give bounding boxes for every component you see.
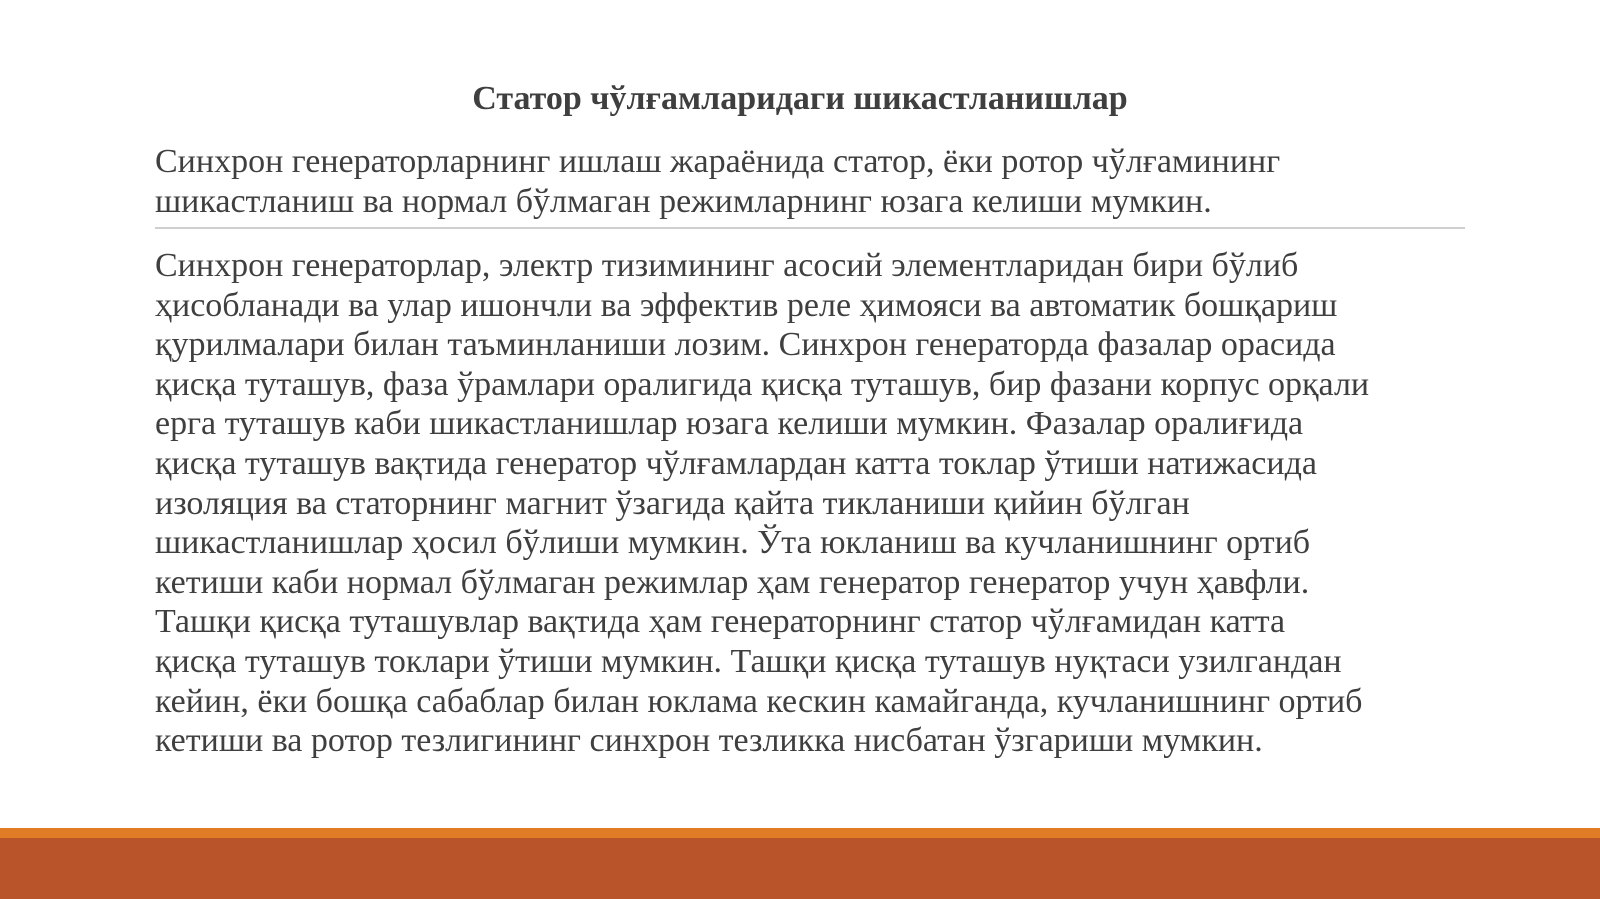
- body-line: қисқа туташув токлари ўтиши мумкин. Ташқи қисқа туташув нуқтаси узилгандан: [155, 642, 1342, 680]
- intro-line: шикастланиш ва нормал бўлмаган режимларнинг юзага келиши мумкин.: [155, 182, 1212, 220]
- body-line: Ташқи қисқа туташувлар вақтида ҳам генераторнинг статор чўлғамидан катта: [155, 603, 1286, 641]
- body-line: изоляция ва статорнинг магнит ўзагида қайта тикланиши қийин бўлган: [155, 484, 1190, 522]
- footer-band: [0, 838, 1600, 899]
- body-line: қурилмалари билан таъминланиши лозим. Синхрон генераторда фазалар орасида: [155, 326, 1336, 364]
- body-line: Синхрон генераторлар, электр тизимининг асосий элементларидан бири бўлиб: [155, 247, 1299, 284]
- body-line: қисқа туташув вақтида генератор чўлғамлардан катта токлар ўтиши натижасида: [155, 444, 1317, 482]
- body-line: қисқа туташув, фаза ўрамлари оралигида қисқа туташув, бир фазани корпус орқали: [155, 365, 1370, 403]
- body-paragraph: [155, 246, 1465, 761]
- body-line: кейин, ёки бошқа сабаблар билан юклама кескин камайганда, кучланишнинг ортиб: [155, 682, 1363, 720]
- body-line: ҳисобланади ва улар ишончли ва эффектив реле ҳимояси ва автоматик бошқариш: [155, 286, 1338, 324]
- intro-line: Синхрон генераторларнинг ишлаш жараёнида статор, ёки ротор чўлғамининг: [155, 143, 1281, 180]
- body-line: ерга туташув каби шикастланишлар юзага келиши мумкин. Фазалар оралиғида: [155, 405, 1304, 443]
- slide-title: Статор чўлғамларидаги шикастланишлар: [472, 80, 1128, 117]
- footer-accent-line: [0, 828, 1600, 838]
- body-line: кетиши каби нормал бўлмаган режимлар ҳам генератор генератор учун ҳавфли.: [155, 563, 1310, 601]
- body-line: кетиши ва ротор тезлигининг синхрон тезликка нисбатан ўзгариши мумкин.: [155, 722, 1263, 760]
- section-divider: [155, 227, 1465, 229]
- intro-paragraph: [155, 142, 1465, 221]
- body-line: шикастланишлар ҳосил бўлиши мумкин. Ўта юкланиш ва кучланишнинг ортиб: [155, 524, 1311, 562]
